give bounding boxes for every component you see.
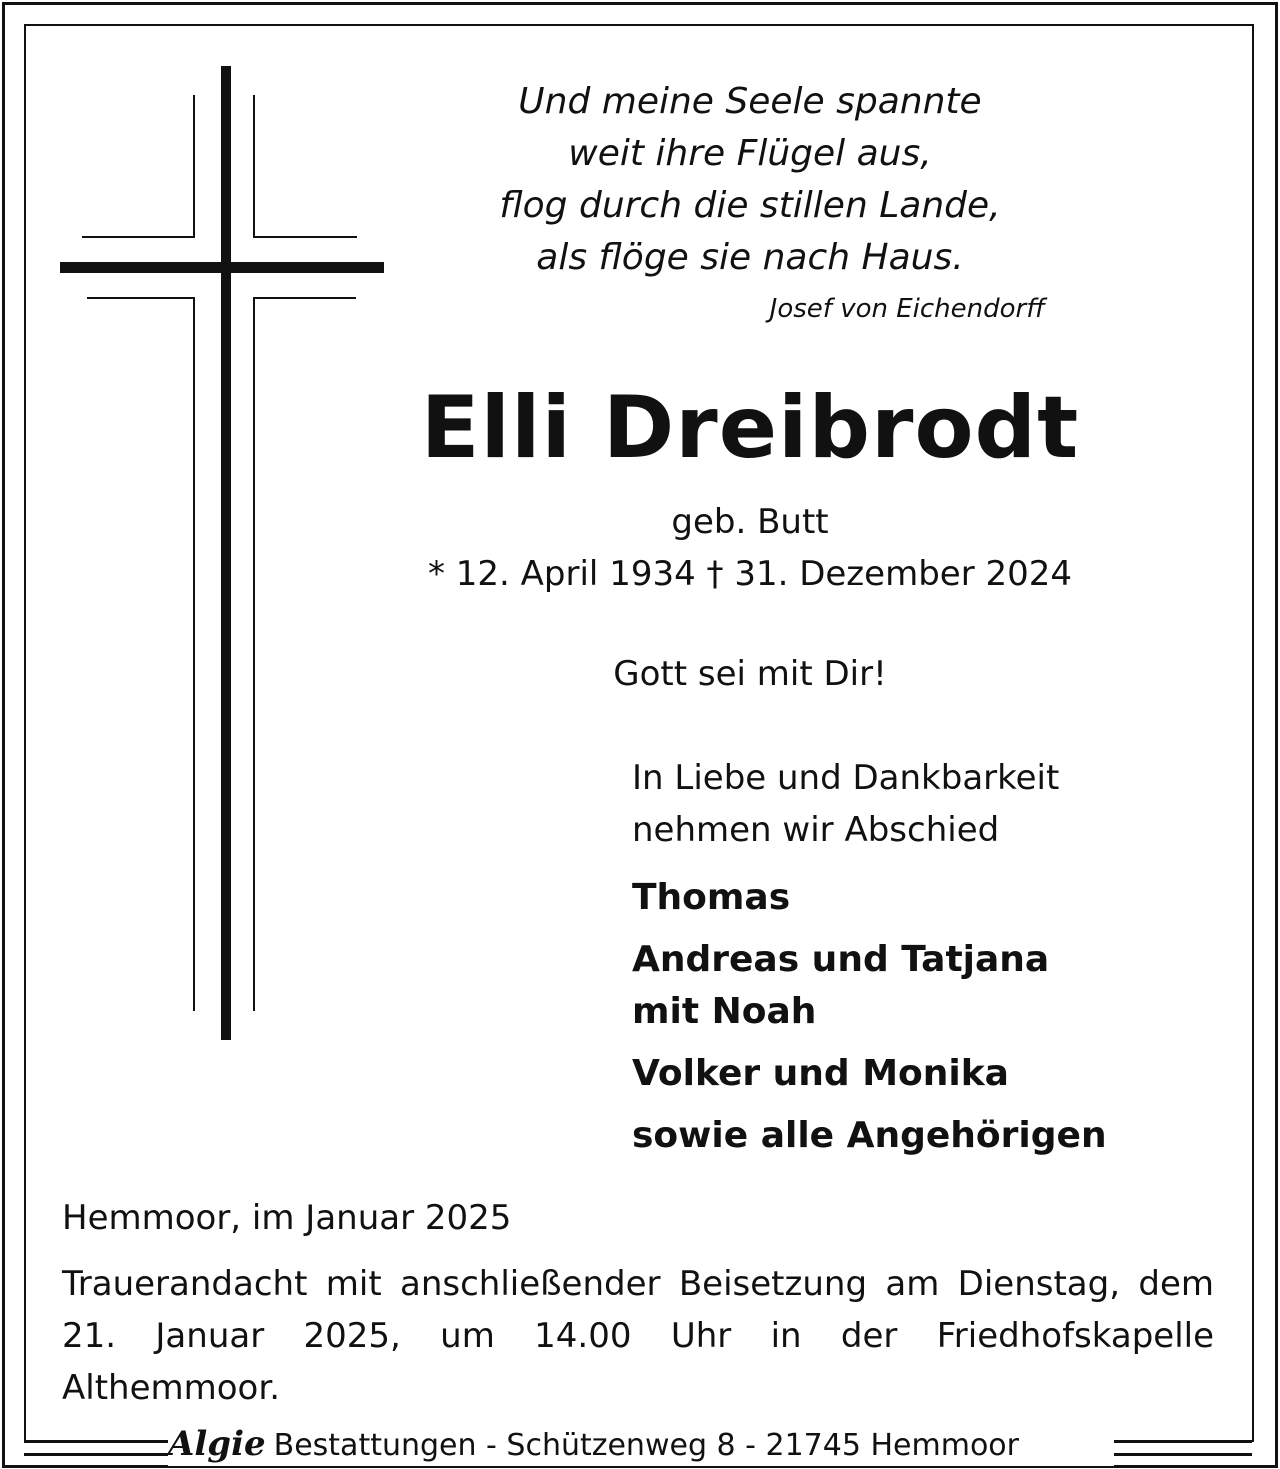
mourner-name: Thomas [632, 877, 791, 918]
mourners-list [632, 872, 1107, 1162]
maiden-name: geb. Butt [671, 502, 829, 542]
footer [168, 1422, 1114, 1466]
blessing: Gott sei mit Dir! [613, 654, 887, 694]
poem-line: weit ihre Flügel aus, [568, 133, 932, 174]
poem-line: Und meine Seele spannte [518, 81, 982, 122]
mourner-name: Andreas und Tatjana [632, 939, 1050, 980]
mourner-name: Volker und Monika [632, 1053, 1009, 1094]
farewell-line: nehmen wir Abschied [632, 810, 1000, 850]
farewell-text [632, 752, 1059, 856]
poem-author: Josef von Eichendorff [769, 294, 1045, 324]
mourner-name: sowie alle Angehörigen [632, 1115, 1107, 1156]
service-info: Trauerandacht mit anschließender Beisetzung am Dienstag, dem 21. Januar 2025, um 14.00 Uhr in der Friedhofskapelle Althemmoor. [62, 1264, 1214, 1408]
footer-rule-right [1110, 1440, 1252, 1456]
footer-address: Bestattungen - Schützenweg 8 - 21745 Hemmoor [273, 1428, 1019, 1463]
farewell-line: In Liebe und Dankbarkeit [632, 758, 1060, 798]
poem [420, 76, 1080, 284]
cross-icon [0, 0, 400, 1060]
poem-line: flog durch die stillen Lande, [499, 185, 1001, 226]
life-dates: * 12. April 1934 † 31. Dezember 2024 [427, 554, 1073, 594]
mourner-name: mit Noah [632, 991, 817, 1032]
footer-rule-left [24, 1440, 174, 1456]
deceased-name: Elli Dreibrodt [420, 378, 1080, 478]
funeral-home-logo: Algie [168, 1424, 266, 1464]
poem-line: als flöge sie nach Haus. [536, 237, 964, 278]
place-date: Hemmoor, im Januar 2025 [62, 1198, 512, 1238]
